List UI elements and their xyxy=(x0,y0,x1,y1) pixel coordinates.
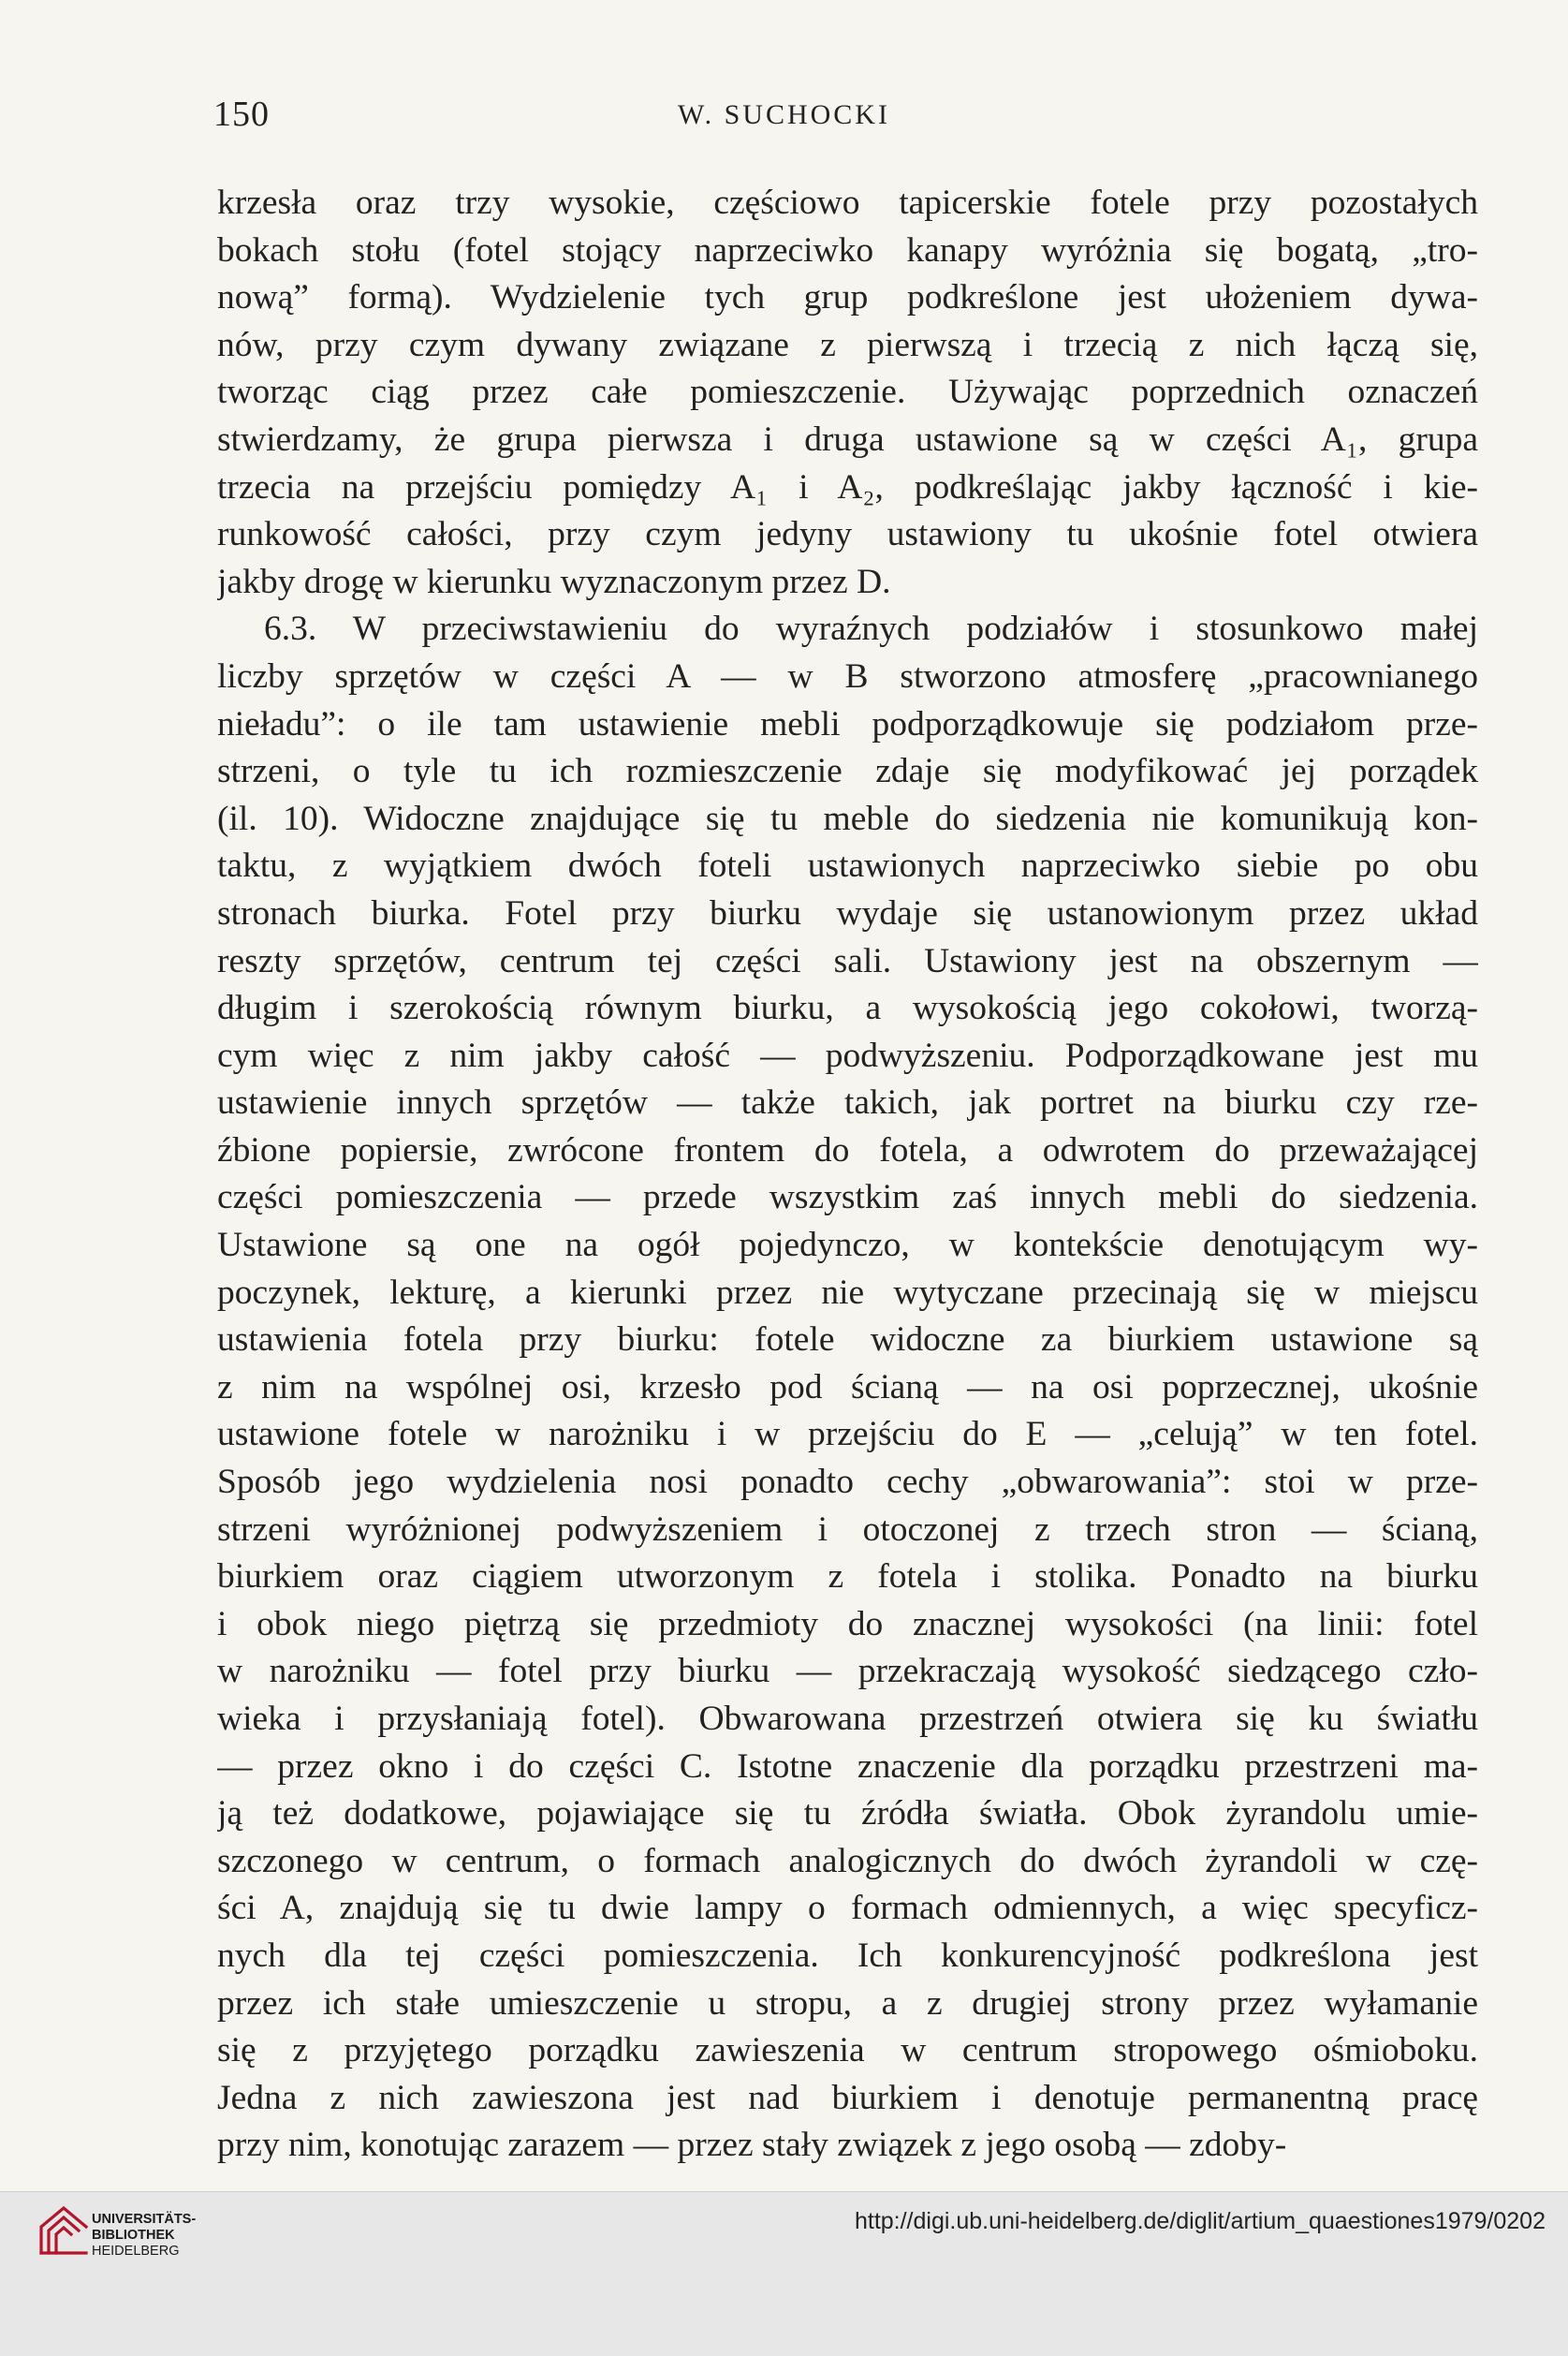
text-line: reszty sprzętów, centrum tej części sali. Ustawiony jest na obszernym — xyxy=(217,941,1478,980)
page-number: 150 xyxy=(213,95,270,134)
text-line: poczynek, lekturę, a kierunki przez nie wytyczane przecinają się w miejscu xyxy=(217,1273,1478,1312)
text-line: taktu, z wyjątkiem dwóch foteli ustawionych naprzeciwko siebie po obu xyxy=(217,847,1478,886)
text-line: nów, przy czym dywany związane z pierwszą i trzecią z nich łączą się, xyxy=(217,325,1478,364)
text-line: przez ich stałe umieszczenie u stropu, a z drugiej strony przez wyłamanie xyxy=(217,1983,1478,2023)
text-line: trzecia na przejściu pomiędzy A₁ i A₂, podkreślając jakby łączność i kie- xyxy=(217,467,1478,507)
text-line: (il. 10). Widoczne znajdujące się tu meble do siedzenia nie komunikują kon- xyxy=(217,799,1478,838)
text-line: ustawione fotele w narożniku i w przejściu do E — „celują” w ten fotel. xyxy=(217,1415,1478,1454)
text-line: nową” formą). Wydzielenie tych grup podkreślone jest ułożeniem dywa- xyxy=(217,278,1478,317)
text-line: stwierdzamy, że grupa pierwsza i druga ustawione są w części A₁, grupa xyxy=(217,420,1478,459)
text-line: źbione popiersie, zwrócone frontem do fotela, a odwrotem do przeważającej xyxy=(217,1130,1478,1170)
text-line: liczby sprzętów w części A — w B stworzono atmosferę „pracownianego xyxy=(217,656,1478,696)
text-line: tworząc ciąg przez całe pomieszczenie. Używając poprzednich oznaczeń xyxy=(217,373,1478,412)
running-head: W. SUCHOCKI xyxy=(678,99,890,130)
text-line: biurkiem oraz ciągiem utworzonym z fotela i stolika. Ponadto na biurku xyxy=(217,1557,1478,1597)
text-line: runkowość całości, przy czym jedyny ustawiony tu ukośnie fotel otwiera xyxy=(217,515,1478,554)
text-line: Ustawione są one na ogół pojedynczo, w kontekście denotującym wy- xyxy=(217,1226,1478,1265)
text-line: krzesła oraz trzy wysokie, częściowo tapicerskie fotele przy pozostałych xyxy=(217,184,1478,222)
source-url[interactable]: http://digi.ub.uni-heidelberg.de/diglit/artium_quaestiones1979/0202 xyxy=(854,2208,1546,2234)
library-name-line: UNIVERSITÄTS- xyxy=(92,2212,197,2227)
text-line: bokach stołu (fotel stojący naprzeciwko kanapy wyróżnia się bogatą, „tro- xyxy=(217,230,1478,270)
text-line: wieka i przysłaniają fotel). Obwarowana przestrzeń otwiera się ku światłu xyxy=(217,1700,1478,1738)
text-line: i obok niego piętrzą się przedmioty do znacznej wysokości (na linii: fotel xyxy=(217,1604,1478,1643)
library-name-line: HEIDELBERG xyxy=(92,2244,180,2259)
ub-heidelberg-logo-icon[interactable] xyxy=(36,2202,92,2259)
text-line: ją też dodatkowe, pojawiające się tu źródła światła. Obok żyrandolu umie- xyxy=(217,1794,1478,1833)
text-line: stronach biurka. Fotel przy biurku wydaje się ustanowionym przez układ xyxy=(217,893,1478,933)
text-line: Jedna z nich zawieszona jest nad biurkiem i denotuje permanentną pracę xyxy=(217,2078,1478,2117)
text-line: szczonego w centrum, o formach analogicznych do dwóch żyrandoli w czę- xyxy=(217,1841,1478,1880)
text-line: ści A, znajdują się tu dwie lampy o formach odmiennych, a więc specyficz- xyxy=(217,1889,1478,1928)
body-text xyxy=(217,180,1478,2170)
text-line: ustawienia fotela przy biurku: fotele widoczne za biurkiem ustawione są xyxy=(217,1320,1478,1360)
text-line: cym więc z nim jakby całość — podwyższeniu. Podporządkowane jest mu xyxy=(217,1036,1478,1075)
text-line: długim i szerokością równym biurku, a wysokością jego cokołowi, tworzą- xyxy=(217,989,1478,1028)
text-line: jakby drogę w kierunku wyznaczonym przez D. xyxy=(217,562,891,601)
text-line: części pomieszczenia — przede wszystkim zaś innych mebli do siedzenia. xyxy=(217,1178,1478,1217)
text-line: strzeni, o tyle tu ich rozmieszczenie zdaje się modyfikować jej porządek xyxy=(217,752,1478,791)
library-name-line: BIBLIOTHEK xyxy=(92,2228,175,2243)
text-line: nych dla tej części pomieszczenia. Ich konkurencyjność podkreślona jest xyxy=(217,1936,1478,1975)
text-line: 6.3. W przeciwstawieniu do wyraźnych podziałów i stosunkowo małej xyxy=(264,610,1478,649)
text-line: przy nim, konotując zarazem — przez stały związek z jego osobą — zdoby- xyxy=(217,2126,1287,2165)
text-line: — przez okno i do części C. Istotne znaczenie dla porządku przestrzeni ma- xyxy=(217,1746,1478,1786)
text-line: w narożniku — fotel przy biurku — przekraczają wysokość siedzącego czło- xyxy=(217,1652,1478,1691)
text-line: nieładu”: o ile tam ustawienie mebli podporządkowuje się podziałom prze- xyxy=(217,704,1478,744)
text-line: strzeni wyróżnionej podwyższeniem i otoczonej z trzech stron — ścianą, xyxy=(217,1509,1478,1549)
text-line: z nim na wspólnej osi, krzesło pod ścianą — na osi poprzecznej, ukośnie xyxy=(217,1367,1478,1406)
library-name[interactable] xyxy=(92,2212,196,2260)
text-line: się z przyjętego porządku zawieszenia w centrum stropowego ośmioboku. xyxy=(217,2031,1478,2070)
text-line: Sposób jego wydzielenia nosi ponadto cechy „obwarowania”: stoi w prze- xyxy=(217,1463,1478,1502)
text-line: ustawienie innych sprzętów — także takich, jak portret na biurku czy rze- xyxy=(217,1083,1478,1123)
